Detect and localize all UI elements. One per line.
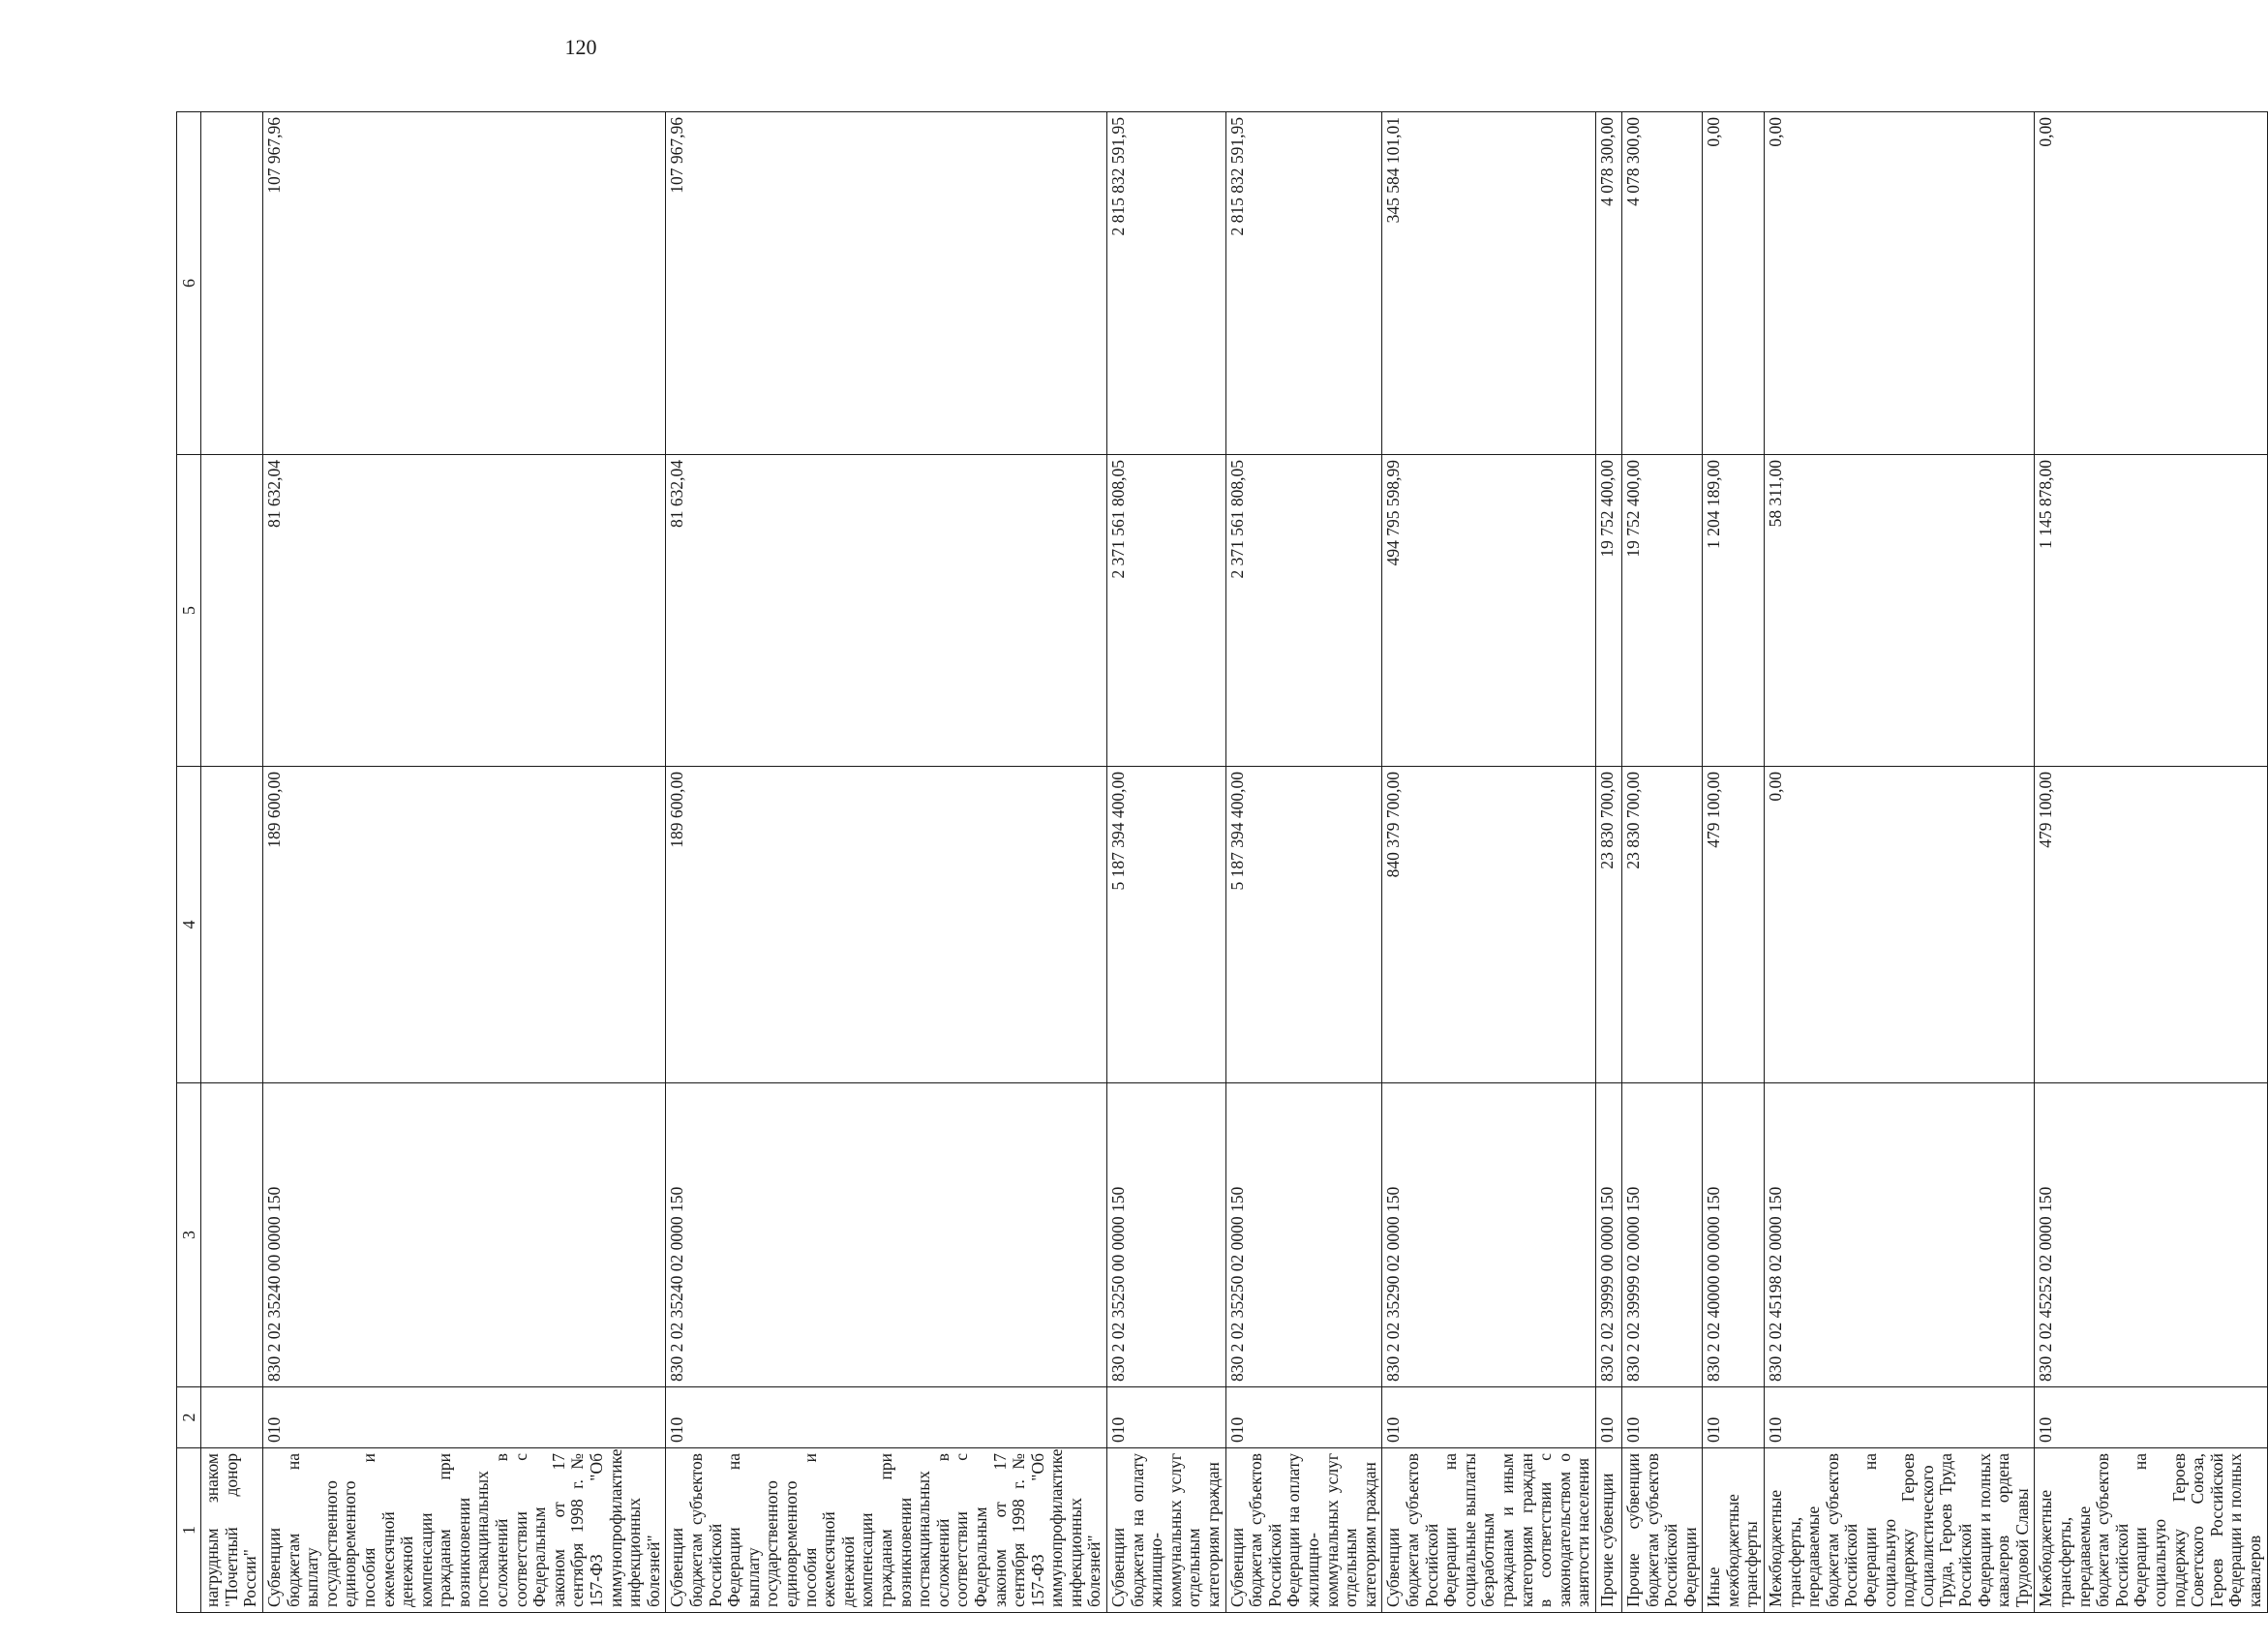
row-code-cell: 010 [666,1387,1107,1448]
row-kbk-cell: 830 2 02 45252 02 0000 150 [2035,1083,2267,1387]
row-name-cell: Субвенции бюджетам субъектов Российской Федерации на выплату государственного единовременного пособия и ежемесячной денежной компенсации гражданам при возникновении поствакцинальных осложнений в соответствии с Федеральным законом от 17 сентября 1998 г. № 157-ФЗ "Об иммунопрофилактике инфекционных болезней" [666,1448,1107,1613]
table-row [2035,112,2267,1613]
row-col5-value: 1 145 878,00 [2035,455,2267,767]
table-row [1595,112,1621,1613]
row-col4-value: 189 600,00 [666,767,1107,1083]
row-col6-value: 2 815 832 591,95 [1225,112,1382,455]
row-code-cell: 010 [1765,1387,2035,1448]
row-col5-value: 81 632,04 [262,455,665,767]
row-col4-value [201,767,263,1083]
table-row [666,112,1107,1613]
table-row [1703,112,1765,1613]
row-col5-value [201,455,263,767]
budget-table [176,111,2268,1613]
table-row [1382,112,1596,1613]
row-code-cell: 010 [1382,1387,1596,1448]
row-kbk-cell: 830 2 02 35240 02 0000 150 [666,1083,1107,1387]
rotated-table-container [176,112,2264,1613]
table-row [1225,112,1382,1613]
header-cell-1: 1 [177,1448,201,1613]
row-col5-value: 2 371 561 808,05 [1107,455,1226,767]
row-code-cell: 010 [262,1387,665,1448]
row-kbk-cell: 830 2 02 40000 00 0000 150 [1703,1083,1765,1387]
table-row [201,112,263,1613]
row-name-cell: Субвенции бюджетам на выплату государственного единовременного пособия и ежемесячной денежной компенсации гражданам при возникновении поствакцинальных осложнений в соответствии с Федеральным законом от 17 сентября 1998 г. № 157-ФЗ "Об иммунопрофилактике инфекционных болезней" [262,1448,665,1613]
row-col6-value: 107 967,96 [262,112,665,455]
row-col6-value: 107 967,96 [666,112,1107,455]
row-name-cell: Субвенции бюджетам субъектов Российской Федерации на социальные выплаты безработным гражданам и иным категориям граждан в соответствии с законодательством о занятости населения [1382,1448,1596,1613]
row-col6-value: 2 815 832 591,95 [1107,112,1226,455]
row-code-cell: 010 [1703,1387,1765,1448]
row-col4-value: 840 379 700,00 [1382,767,1596,1083]
table-header-row [177,112,201,1613]
row-col6-value: 4 078 300,00 [1595,112,1621,455]
row-kbk-cell: 830 2 02 39999 00 0000 150 [1595,1083,1621,1387]
row-code-cell: 010 [1621,1387,1702,1448]
row-kbk-cell: 830 2 02 45198 02 0000 150 [1765,1083,2035,1387]
row-col4-value: 0,00 [1765,767,2035,1083]
row-name-cell: нагрудным знаком "Почетный донор России" [201,1448,263,1613]
row-name-cell: Межбюджетные трансферты, передаваемые бюджетам субъектов Российской Федерации на социальную поддержку Героев Социалистического Труда, Героев Труда Российской Федерации и полных кавалеров ордена Трудовой Славы [1765,1448,2035,1613]
row-col5-value: 19 752 400,00 [1621,455,1702,767]
row-name-cell: Иные межбюджетные трансферты [1703,1448,1765,1613]
row-code-cell [201,1387,263,1448]
row-code-cell: 010 [1107,1387,1226,1448]
header-cell-4: 4 [177,767,201,1083]
row-kbk-cell: 830 2 02 35250 02 0000 150 [1225,1083,1382,1387]
row-col5-value: 494 795 598,99 [1382,455,1596,767]
row-col6-value: 0,00 [2035,112,2267,455]
row-col4-value: 479 100,00 [1703,767,1765,1083]
row-name-cell: Прочие субвенции бюджетам субъектов Российской Федерации [1621,1448,1702,1613]
table-row [1765,112,2035,1613]
row-name-cell: Прочие субвенции [1595,1448,1621,1613]
row-col6-value: 4 078 300,00 [1621,112,1702,455]
row-col5-value: 81 632,04 [666,455,1107,767]
header-cell-6: 6 [177,112,201,455]
row-name-cell: Субвенции бюджетам субъектов Российской Федерации на оплату жилищно-коммунальных услуг отдельным категориям граждан [1225,1448,1382,1613]
row-col4-value: 479 100,00 [2035,767,2267,1083]
table-row [262,112,665,1613]
row-col4-value: 23 830 700,00 [1595,767,1621,1083]
header-cell-5: 5 [177,455,201,767]
row-kbk-cell: 830 2 02 39999 02 0000 150 [1621,1083,1702,1387]
page-number: 120 [564,35,597,59]
row-col4-value: 5 187 394 400,00 [1225,767,1382,1083]
row-name-cell: Межбюджетные трансферты, передаваемые бюджетам субъектов Российской Федерации на социальную поддержку Героев Советского Союза, Героев Российской Федерации и полных кавалеров [2035,1448,2267,1613]
row-code-cell: 010 [1225,1387,1382,1448]
row-col5-value: 58 311,00 [1765,455,2035,767]
row-col6-value: 0,00 [1703,112,1765,455]
row-col6-value [201,112,263,455]
row-col4-value: 23 830 700,00 [1621,767,1702,1083]
row-code-cell: 010 [1595,1387,1621,1448]
row-col6-value: 345 584 101,01 [1382,112,1596,455]
row-kbk-cell [201,1083,263,1387]
row-col5-value: 2 371 561 808,05 [1225,455,1382,767]
row-col5-value: 19 752 400,00 [1595,455,1621,767]
table-row [1107,112,1226,1613]
row-kbk-cell: 830 2 02 35250 00 0000 150 [1107,1083,1226,1387]
row-col4-value: 5 187 394 400,00 [1107,767,1226,1083]
table-body [177,112,2268,1613]
header-cell-3: 3 [177,1083,201,1387]
table-row [1621,112,1702,1613]
row-col4-value: 189 600,00 [262,767,665,1083]
header-cell-2: 2 [177,1387,201,1448]
row-name-cell: Субвенции бюджетам на оплату жилищно-коммунальных услуг отдельным категориям граждан [1107,1448,1226,1613]
row-col6-value: 0,00 [1765,112,2035,455]
row-col5-value: 1 204 189,00 [1703,455,1765,767]
row-code-cell: 010 [2035,1387,2267,1448]
row-kbk-cell: 830 2 02 35290 02 0000 150 [1382,1083,1596,1387]
row-kbk-cell: 830 2 02 35240 00 0000 150 [262,1083,665,1387]
